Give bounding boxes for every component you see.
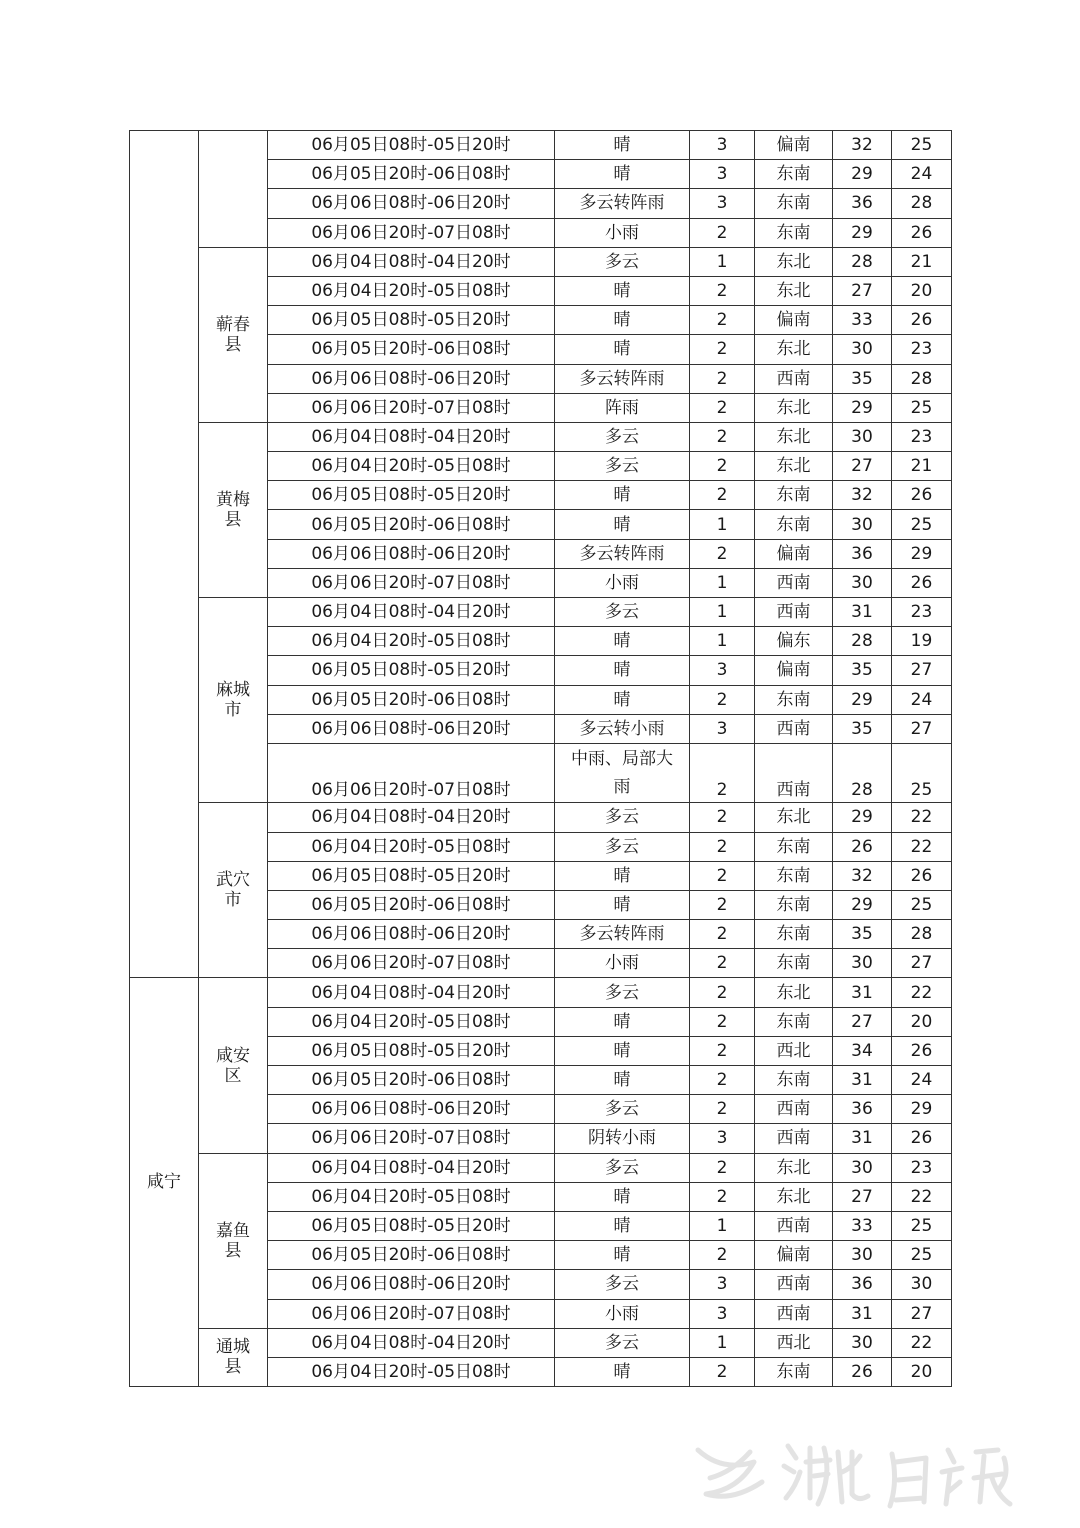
weather-cell: 中雨、局部大 雨 bbox=[555, 743, 690, 802]
period-cell: 06月05日08时-05日20时 bbox=[268, 1036, 555, 1065]
wind-level-cell: 3 bbox=[690, 189, 755, 218]
county-cell: 咸安 区 bbox=[199, 978, 268, 1153]
max-temp-cell: 30 bbox=[833, 568, 892, 597]
period-cell: 06月04日20时-05日08时 bbox=[268, 1182, 555, 1211]
table-row bbox=[130, 131, 952, 160]
period-cell: 06月04日08时-04日20时 bbox=[268, 978, 555, 1007]
wind-direction-cell: 东南 bbox=[755, 160, 833, 189]
period-cell: 06月06日08时-06日20时 bbox=[268, 189, 555, 218]
max-temp-cell: 28 bbox=[833, 247, 892, 276]
max-temp-cell: 32 bbox=[833, 481, 892, 510]
wind-level-cell: 2 bbox=[690, 276, 755, 305]
max-temp-cell: 34 bbox=[833, 1036, 892, 1065]
wind-direction-cell: 东北 bbox=[755, 393, 833, 422]
wind-direction-cell: 东南 bbox=[755, 890, 833, 919]
max-temp-cell: 26 bbox=[833, 1357, 892, 1386]
weather-cell: 晴 bbox=[555, 276, 690, 305]
county-cell bbox=[199, 131, 268, 248]
weather-cell: 小雨 bbox=[555, 218, 690, 247]
wind-direction-cell: 偏东 bbox=[755, 627, 833, 656]
weather-cell: 多云转小雨 bbox=[555, 714, 690, 743]
wind-direction-cell: 东南 bbox=[755, 510, 833, 539]
max-temp-cell: 28 bbox=[833, 743, 892, 802]
county-cell: 通城 县 bbox=[199, 1328, 268, 1386]
period-cell: 06月04日20时-05日08时 bbox=[268, 276, 555, 305]
weather-cell: 晴 bbox=[555, 1211, 690, 1240]
min-temp-cell: 29 bbox=[892, 1095, 952, 1124]
wind-level-cell: 2 bbox=[690, 539, 755, 568]
wind-level-cell: 2 bbox=[690, 832, 755, 861]
wind-direction-cell: 偏南 bbox=[755, 656, 833, 685]
max-temp-cell: 36 bbox=[833, 1095, 892, 1124]
wind-level-cell: 1 bbox=[690, 510, 755, 539]
wind-level-cell: 2 bbox=[690, 335, 755, 364]
min-temp-cell: 25 bbox=[892, 393, 952, 422]
min-temp-cell: 27 bbox=[892, 656, 952, 685]
min-temp-cell: 22 bbox=[892, 803, 952, 832]
period-cell: 06月05日20时-06日08时 bbox=[268, 1066, 555, 1095]
period-cell: 06月05日20时-06日08时 bbox=[268, 685, 555, 714]
wind-level-cell: 2 bbox=[690, 422, 755, 451]
city-cell bbox=[130, 131, 199, 978]
min-temp-cell: 26 bbox=[892, 481, 952, 510]
weather-cell: 多云 bbox=[555, 452, 690, 481]
period-cell: 06月04日08时-04日20时 bbox=[268, 598, 555, 627]
wind-level-cell: 2 bbox=[690, 1095, 755, 1124]
period-cell: 06月06日08时-06日20时 bbox=[268, 1270, 555, 1299]
min-temp-cell: 23 bbox=[892, 422, 952, 451]
wind-direction-cell: 西南 bbox=[755, 1095, 833, 1124]
wind-level-cell: 1 bbox=[690, 598, 755, 627]
wind-level-cell: 2 bbox=[690, 481, 755, 510]
min-temp-cell: 26 bbox=[892, 306, 952, 335]
min-temp-cell: 26 bbox=[892, 568, 952, 597]
min-temp-cell: 25 bbox=[892, 890, 952, 919]
period-cell: 06月04日20时-05日08时 bbox=[268, 1357, 555, 1386]
weather-cell: 多云 bbox=[555, 598, 690, 627]
wind-level-cell: 2 bbox=[690, 364, 755, 393]
weather-cell: 晴 bbox=[555, 1066, 690, 1095]
weather-cell: 晴 bbox=[555, 1357, 690, 1386]
wind-direction-cell: 东北 bbox=[755, 276, 833, 305]
wind-direction-cell: 西南 bbox=[755, 1299, 833, 1328]
wind-direction-cell: 西北 bbox=[755, 1328, 833, 1357]
max-temp-cell: 29 bbox=[833, 393, 892, 422]
wind-direction-cell: 东北 bbox=[755, 247, 833, 276]
wind-level-cell: 2 bbox=[690, 949, 755, 978]
county-cell: 麻城 市 bbox=[199, 598, 268, 803]
period-cell: 06月06日20时-07日08时 bbox=[268, 1299, 555, 1328]
wind-level-cell: 2 bbox=[690, 1153, 755, 1182]
wind-level-cell: 3 bbox=[690, 1124, 755, 1153]
max-temp-cell: 30 bbox=[833, 949, 892, 978]
weather-cell: 晴 bbox=[555, 160, 690, 189]
min-temp-cell: 26 bbox=[892, 1124, 952, 1153]
period-cell: 06月05日08时-05日20时 bbox=[268, 656, 555, 685]
min-temp-cell: 23 bbox=[892, 598, 952, 627]
wind-level-cell: 2 bbox=[690, 1036, 755, 1065]
min-temp-cell: 25 bbox=[892, 1211, 952, 1240]
max-temp-cell: 30 bbox=[833, 335, 892, 364]
weather-cell: 晴 bbox=[555, 131, 690, 160]
weather-cell: 阴转小雨 bbox=[555, 1124, 690, 1153]
wind-level-cell: 1 bbox=[690, 247, 755, 276]
period-cell: 06月04日20时-05日08时 bbox=[268, 627, 555, 656]
max-temp-cell: 36 bbox=[833, 1270, 892, 1299]
period-cell: 06月05日20时-06日08时 bbox=[268, 160, 555, 189]
weather-cell: 多云转阵雨 bbox=[555, 539, 690, 568]
max-temp-cell: 28 bbox=[833, 627, 892, 656]
max-temp-cell: 27 bbox=[833, 276, 892, 305]
min-temp-cell: 20 bbox=[892, 1007, 952, 1036]
wind-direction-cell: 西北 bbox=[755, 1036, 833, 1065]
min-temp-cell: 25 bbox=[892, 743, 952, 802]
weather-cell: 晴 bbox=[555, 481, 690, 510]
wind-direction-cell: 东北 bbox=[755, 1182, 833, 1211]
min-temp-cell: 21 bbox=[892, 247, 952, 276]
weather-cell: 小雨 bbox=[555, 568, 690, 597]
min-temp-cell: 26 bbox=[892, 1036, 952, 1065]
min-temp-cell: 24 bbox=[892, 1066, 952, 1095]
wind-level-cell: 3 bbox=[690, 656, 755, 685]
period-cell: 06月06日08时-06日20时 bbox=[268, 714, 555, 743]
wind-direction-cell: 东南 bbox=[755, 949, 833, 978]
period-cell: 06月05日20时-06日08时 bbox=[268, 890, 555, 919]
max-temp-cell: 30 bbox=[833, 510, 892, 539]
wind-level-cell: 3 bbox=[690, 1299, 755, 1328]
min-temp-cell: 22 bbox=[892, 978, 952, 1007]
max-temp-cell: 36 bbox=[833, 539, 892, 568]
period-cell: 06月04日20时-05日08时 bbox=[268, 452, 555, 481]
weather-cell: 多云 bbox=[555, 1095, 690, 1124]
max-temp-cell: 31 bbox=[833, 1299, 892, 1328]
wind-direction-cell: 东南 bbox=[755, 218, 833, 247]
wind-direction-cell: 东北 bbox=[755, 422, 833, 451]
weather-cell: 多云 bbox=[555, 422, 690, 451]
max-temp-cell: 31 bbox=[833, 598, 892, 627]
min-temp-cell: 19 bbox=[892, 627, 952, 656]
max-temp-cell: 27 bbox=[833, 1007, 892, 1036]
min-temp-cell: 23 bbox=[892, 1153, 952, 1182]
period-cell: 06月04日08时-04日20时 bbox=[268, 1328, 555, 1357]
wind-level-cell: 2 bbox=[690, 978, 755, 1007]
weather-cell: 晴 bbox=[555, 890, 690, 919]
wind-direction-cell: 东北 bbox=[755, 803, 833, 832]
min-temp-cell: 27 bbox=[892, 949, 952, 978]
max-temp-cell: 35 bbox=[833, 714, 892, 743]
min-temp-cell: 20 bbox=[892, 1357, 952, 1386]
period-cell: 06月05日08时-05日20时 bbox=[268, 481, 555, 510]
max-temp-cell: 33 bbox=[833, 1211, 892, 1240]
wind-level-cell: 2 bbox=[690, 920, 755, 949]
weather-cell: 阵雨 bbox=[555, 393, 690, 422]
min-temp-cell: 22 bbox=[892, 832, 952, 861]
weather-cell: 小雨 bbox=[555, 1299, 690, 1328]
min-temp-cell: 27 bbox=[892, 714, 952, 743]
period-cell: 06月04日20时-05日08时 bbox=[268, 1007, 555, 1036]
min-temp-cell: 25 bbox=[892, 1241, 952, 1270]
wind-direction-cell: 偏南 bbox=[755, 539, 833, 568]
max-temp-cell: 30 bbox=[833, 1241, 892, 1270]
period-cell: 06月06日08时-06日20时 bbox=[268, 539, 555, 568]
wind-direction-cell: 东南 bbox=[755, 481, 833, 510]
table-row bbox=[130, 422, 952, 451]
max-temp-cell: 30 bbox=[833, 1328, 892, 1357]
max-temp-cell: 35 bbox=[833, 656, 892, 685]
weather-cell: 小雨 bbox=[555, 949, 690, 978]
max-temp-cell: 29 bbox=[833, 890, 892, 919]
max-temp-cell: 36 bbox=[833, 189, 892, 218]
weather-cell: 晴 bbox=[555, 1182, 690, 1211]
wind-direction-cell: 东北 bbox=[755, 1153, 833, 1182]
weather-cell: 多云 bbox=[555, 1153, 690, 1182]
wind-direction-cell: 东南 bbox=[755, 1357, 833, 1386]
forecast-table bbox=[129, 130, 952, 1387]
wind-level-cell: 1 bbox=[690, 1328, 755, 1357]
period-cell: 06月06日08时-06日20时 bbox=[268, 364, 555, 393]
wind-direction-cell: 西南 bbox=[755, 568, 833, 597]
max-temp-cell: 32 bbox=[833, 131, 892, 160]
weather-cell: 晴 bbox=[555, 1036, 690, 1065]
wind-level-cell: 1 bbox=[690, 627, 755, 656]
wind-level-cell: 2 bbox=[690, 803, 755, 832]
max-temp-cell: 29 bbox=[833, 160, 892, 189]
min-temp-cell: 24 bbox=[892, 685, 952, 714]
period-cell: 06月05日08时-05日20时 bbox=[268, 306, 555, 335]
county-cell: 武穴 市 bbox=[199, 803, 268, 978]
min-temp-cell: 27 bbox=[892, 1299, 952, 1328]
city-cell: 咸宁 bbox=[130, 978, 199, 1387]
wind-direction-cell: 西南 bbox=[755, 1270, 833, 1299]
max-temp-cell: 30 bbox=[833, 422, 892, 451]
period-cell: 06月04日08时-04日20时 bbox=[268, 1153, 555, 1182]
wind-level-cell: 1 bbox=[690, 568, 755, 597]
max-temp-cell: 35 bbox=[833, 920, 892, 949]
period-cell: 06月04日08时-04日20时 bbox=[268, 803, 555, 832]
weather-cell: 多云 bbox=[555, 1328, 690, 1357]
period-cell: 06月05日08时-05日20时 bbox=[268, 1211, 555, 1240]
min-temp-cell: 23 bbox=[892, 335, 952, 364]
wind-level-cell: 2 bbox=[690, 861, 755, 890]
period-cell: 06月04日08时-04日20时 bbox=[268, 422, 555, 451]
weather-cell: 晴 bbox=[555, 510, 690, 539]
wind-direction-cell: 西南 bbox=[755, 598, 833, 627]
max-temp-cell: 27 bbox=[833, 452, 892, 481]
min-temp-cell: 22 bbox=[892, 1182, 952, 1211]
period-cell: 06月06日20时-07日08时 bbox=[268, 1124, 555, 1153]
wind-direction-cell: 偏南 bbox=[755, 1241, 833, 1270]
wind-direction-cell: 东北 bbox=[755, 452, 833, 481]
wind-level-cell: 2 bbox=[690, 1007, 755, 1036]
weather-cell: 多云 bbox=[555, 832, 690, 861]
wind-level-cell: 2 bbox=[690, 1241, 755, 1270]
min-temp-cell: 28 bbox=[892, 189, 952, 218]
weather-cell: 晴 bbox=[555, 335, 690, 364]
max-temp-cell: 35 bbox=[833, 364, 892, 393]
period-cell: 06月05日20时-06日08时 bbox=[268, 510, 555, 539]
min-temp-cell: 25 bbox=[892, 131, 952, 160]
period-cell: 06月05日08时-05日20时 bbox=[268, 131, 555, 160]
table-row bbox=[130, 803, 952, 832]
weather-cell: 晴 bbox=[555, 685, 690, 714]
table-row bbox=[130, 978, 952, 1007]
weather-cell: 晴 bbox=[555, 1007, 690, 1036]
wind-level-cell: 2 bbox=[690, 393, 755, 422]
max-temp-cell: 29 bbox=[833, 803, 892, 832]
wind-level-cell: 2 bbox=[690, 1066, 755, 1095]
wind-direction-cell: 东北 bbox=[755, 335, 833, 364]
max-temp-cell: 26 bbox=[833, 832, 892, 861]
min-temp-cell: 30 bbox=[892, 1270, 952, 1299]
max-temp-cell: 32 bbox=[833, 861, 892, 890]
min-temp-cell: 26 bbox=[892, 861, 952, 890]
period-cell: 06月05日20时-06日08时 bbox=[268, 335, 555, 364]
min-temp-cell: 24 bbox=[892, 160, 952, 189]
weather-cell: 晴 bbox=[555, 1241, 690, 1270]
period-cell: 06月06日20时-07日08时 bbox=[268, 568, 555, 597]
wind-level-cell: 2 bbox=[690, 218, 755, 247]
hubei-daily-logo-watermark bbox=[692, 1432, 1062, 1514]
wind-direction-cell: 偏南 bbox=[755, 306, 833, 335]
wind-direction-cell: 东南 bbox=[755, 920, 833, 949]
wind-direction-cell: 东南 bbox=[755, 861, 833, 890]
min-temp-cell: 28 bbox=[892, 920, 952, 949]
wind-direction-cell: 西南 bbox=[755, 714, 833, 743]
min-temp-cell: 28 bbox=[892, 364, 952, 393]
wind-level-cell: 2 bbox=[690, 1357, 755, 1386]
weather-cell: 晴 bbox=[555, 627, 690, 656]
period-cell: 06月06日08时-06日20时 bbox=[268, 920, 555, 949]
max-temp-cell: 33 bbox=[833, 306, 892, 335]
wind-level-cell: 2 bbox=[690, 743, 755, 802]
county-cell: 黄梅 县 bbox=[199, 422, 268, 597]
weather-cell: 晴 bbox=[555, 861, 690, 890]
wind-level-cell: 3 bbox=[690, 160, 755, 189]
weather-cell: 多云 bbox=[555, 1270, 690, 1299]
wind-direction-cell: 西南 bbox=[755, 364, 833, 393]
wind-level-cell: 1 bbox=[690, 1211, 755, 1240]
wind-level-cell: 3 bbox=[690, 714, 755, 743]
weather-cell: 多云 bbox=[555, 247, 690, 276]
max-temp-cell: 31 bbox=[833, 1066, 892, 1095]
period-cell: 06月06日20时-07日08时 bbox=[268, 743, 555, 802]
weather-cell: 多云转阵雨 bbox=[555, 364, 690, 393]
min-temp-cell: 25 bbox=[892, 510, 952, 539]
min-temp-cell: 20 bbox=[892, 276, 952, 305]
wind-direction-cell: 西南 bbox=[755, 1124, 833, 1153]
period-cell: 06月05日20时-06日08时 bbox=[268, 1241, 555, 1270]
wind-direction-cell: 东南 bbox=[755, 832, 833, 861]
weather-cell: 多云 bbox=[555, 978, 690, 1007]
period-cell: 06月05日08时-05日20时 bbox=[268, 861, 555, 890]
wind-level-cell: 2 bbox=[690, 685, 755, 714]
period-cell: 06月04日20时-05日08时 bbox=[268, 832, 555, 861]
wind-direction-cell: 西南 bbox=[755, 743, 833, 802]
period-cell: 06月06日20时-07日08时 bbox=[268, 393, 555, 422]
wind-level-cell: 3 bbox=[690, 131, 755, 160]
table-row bbox=[130, 598, 952, 627]
wind-level-cell: 2 bbox=[690, 890, 755, 919]
wind-direction-cell: 东南 bbox=[755, 1066, 833, 1095]
table-row bbox=[130, 247, 952, 276]
table-row bbox=[130, 1328, 952, 1357]
weather-cell: 多云转阵雨 bbox=[555, 920, 690, 949]
weather-cell: 晴 bbox=[555, 306, 690, 335]
max-temp-cell: 31 bbox=[833, 978, 892, 1007]
min-temp-cell: 21 bbox=[892, 452, 952, 481]
wind-level-cell: 2 bbox=[690, 306, 755, 335]
max-temp-cell: 29 bbox=[833, 218, 892, 247]
wind-direction-cell: 偏南 bbox=[755, 131, 833, 160]
min-temp-cell: 22 bbox=[892, 1328, 952, 1357]
period-cell: 06月04日08时-04日20时 bbox=[268, 247, 555, 276]
wind-level-cell: 2 bbox=[690, 452, 755, 481]
wind-level-cell: 2 bbox=[690, 1182, 755, 1211]
period-cell: 06月06日08时-06日20时 bbox=[268, 1095, 555, 1124]
wind-level-cell: 3 bbox=[690, 1270, 755, 1299]
wind-direction-cell: 东北 bbox=[755, 978, 833, 1007]
period-cell: 06月06日20时-07日08时 bbox=[268, 218, 555, 247]
min-temp-cell: 29 bbox=[892, 539, 952, 568]
county-cell: 蕲春 县 bbox=[199, 247, 268, 422]
max-temp-cell: 27 bbox=[833, 1182, 892, 1211]
wind-direction-cell: 东南 bbox=[755, 685, 833, 714]
wind-direction-cell: 东南 bbox=[755, 189, 833, 218]
county-cell: 嘉鱼 县 bbox=[199, 1153, 268, 1328]
period-cell: 06月06日20时-07日08时 bbox=[268, 949, 555, 978]
max-temp-cell: 31 bbox=[833, 1124, 892, 1153]
weather-cell: 多云 bbox=[555, 803, 690, 832]
max-temp-cell: 29 bbox=[833, 685, 892, 714]
weather-cell: 多云转阵雨 bbox=[555, 189, 690, 218]
max-temp-cell: 30 bbox=[833, 1153, 892, 1182]
table-row bbox=[130, 1153, 952, 1182]
min-temp-cell: 26 bbox=[892, 218, 952, 247]
wind-direction-cell: 东南 bbox=[755, 1007, 833, 1036]
weather-cell: 晴 bbox=[555, 656, 690, 685]
wind-direction-cell: 西南 bbox=[755, 1211, 833, 1240]
